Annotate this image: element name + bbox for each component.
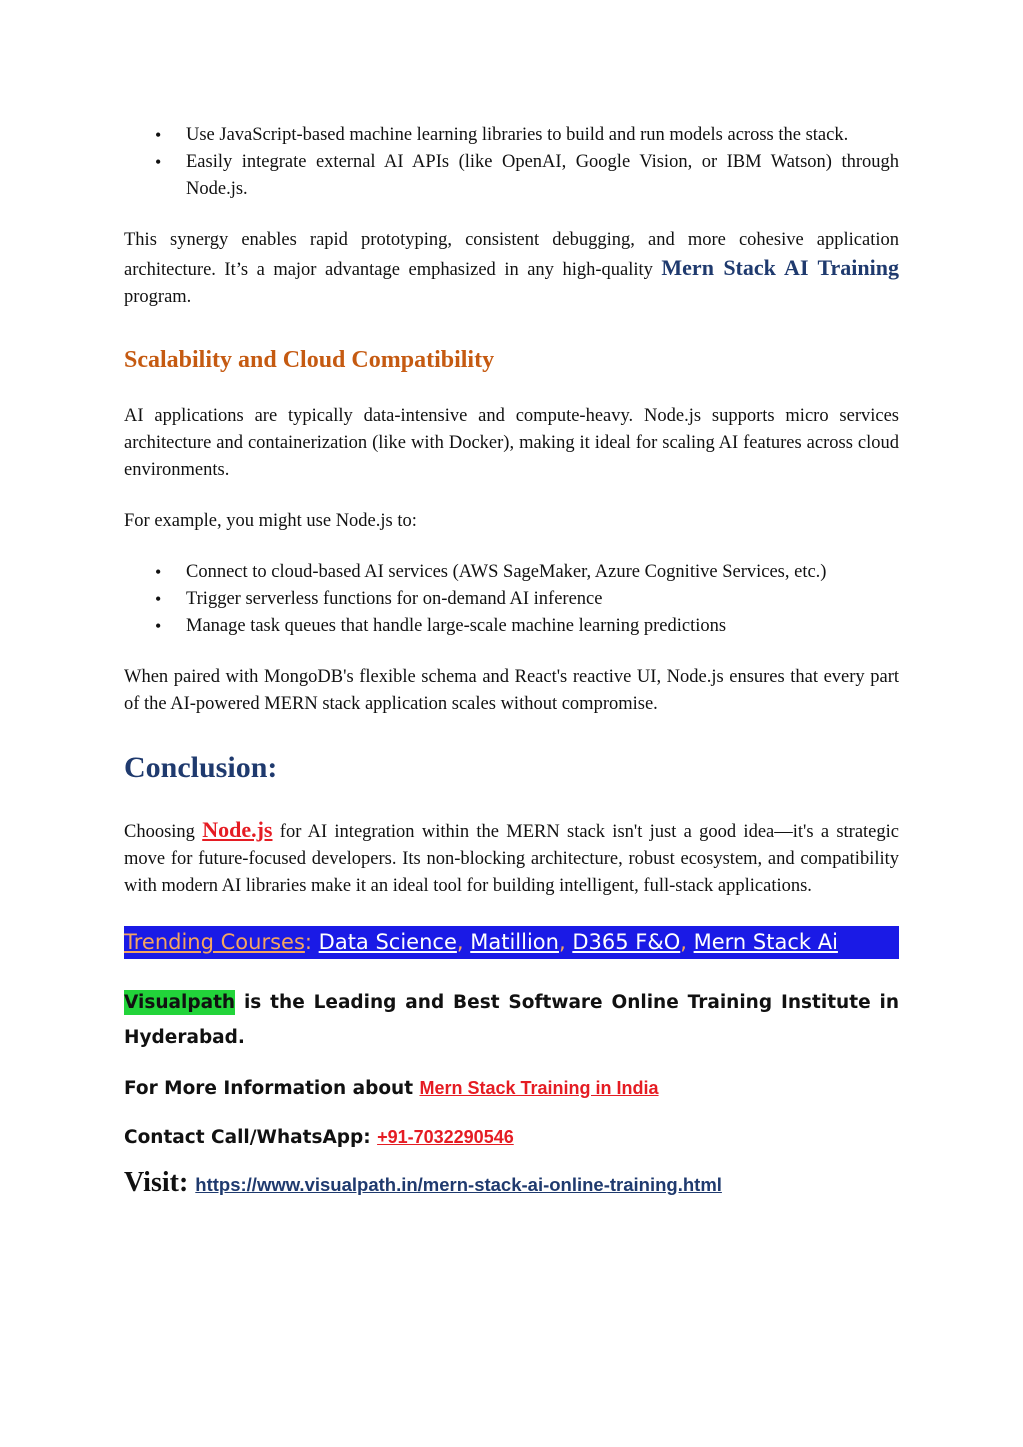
phone-link[interactable]: +91-7032290546 — [377, 1127, 514, 1147]
contact-line — [124, 1122, 899, 1153]
visit-label: Visit: — [124, 1167, 196, 1198]
course-link-d365[interactable]: D365 F&O — [572, 930, 681, 954]
conclusion-heading: Conclusion: — [124, 751, 278, 784]
ai-libraries-list — [124, 122, 899, 203]
mern-training-india-link[interactable]: Mern Stack Training in India — [419, 1078, 659, 1098]
institute-text: is the Leading and Best Software Online Training Institute in Hyderabad. — [124, 992, 899, 1048]
page-content — [124, 120, 899, 1203]
institute-statement — [124, 985, 899, 1055]
scalability-paragraph: AI applications are typically data-intensive and compute-heavy. Node.js supports micro services architecture and containerization (like with Docker), making it ideal for scaling AI features across cloud environments. — [124, 406, 899, 480]
scalability-heading: Scalability and Cloud Compatibility — [124, 347, 495, 373]
contact-label: Contact Call/WhatsApp: — [124, 1127, 378, 1148]
synergy-text: This synergy enables rapid prototyping, consistent debugging, and more cohesive application architecture. It’s a major advantage emphasized in any high-quality — [124, 230, 899, 280]
mern-stack-ai-training-link[interactable]: Mern Stack AI Training — [661, 255, 900, 280]
cloud-uses-list — [124, 559, 899, 640]
mern-scaling-paragraph: When paired with MongoDB's flexible schema and React's reactive UI, Node.js ensures that every part of the AI-powered MERN stack application scales without compromise. — [124, 667, 899, 714]
trending-courses-label[interactable]: Trending Courses — [124, 930, 305, 954]
list-item: • Use JavaScript-based machine learning libraries to build and run models across the stack. — [0, 122, 899, 149]
list-item: • Easily integrate external AI APIs (like OpenAI, Google Vision, or IBM Watson) through Node.js. — [0, 149, 899, 203]
example-intro: For example, you might use Node.js to: — [124, 511, 417, 531]
website-link[interactable]: https://www.visualpath.in/mern-stack-ai-online-training.html — [195, 1174, 722, 1195]
course-link-data-science[interactable]: Data Science — [318, 930, 457, 954]
trending-courses-banner: Trending Courses : Data Science , Matillion , D365 F&O , Mern Stack Ai — [124, 926, 899, 959]
conclusion-text-end: for AI integration within the MERN stack isn't just a good idea—it's a strategic move for future-focused developers. Its non-blocking architecture, robust ecosystem, and compatibility with modern AI libraries make it an ideal tool for building intelligent, full-stack applications. — [124, 822, 899, 896]
conclusion-paragraph — [124, 816, 899, 900]
more-info-line — [124, 1073, 899, 1104]
institute-name: Visualpath — [124, 992, 236, 1013]
list-item: • Manage task queues that handle large-scale machine learning predictions — [0, 613, 899, 640]
more-info-label: For More Information about — [124, 1078, 420, 1099]
list-item: • Connect to cloud-based AI services (AWS SageMaker, Azure Cognitive Services, etc.) — [0, 559, 899, 586]
synergy-text-end: program. — [124, 287, 192, 307]
visit-line — [124, 1165, 899, 1203]
conclusion-text: Choosing — [124, 822, 203, 842]
nodejs-link[interactable]: Node.js — [202, 817, 273, 842]
list-item: • Trigger serverless functions for on-demand AI inference — [0, 586, 899, 613]
course-link-matillion[interactable]: Matillion — [470, 930, 559, 954]
course-link-mern-stack-ai[interactable]: Mern Stack Ai — [693, 930, 838, 954]
synergy-paragraph — [124, 227, 899, 311]
